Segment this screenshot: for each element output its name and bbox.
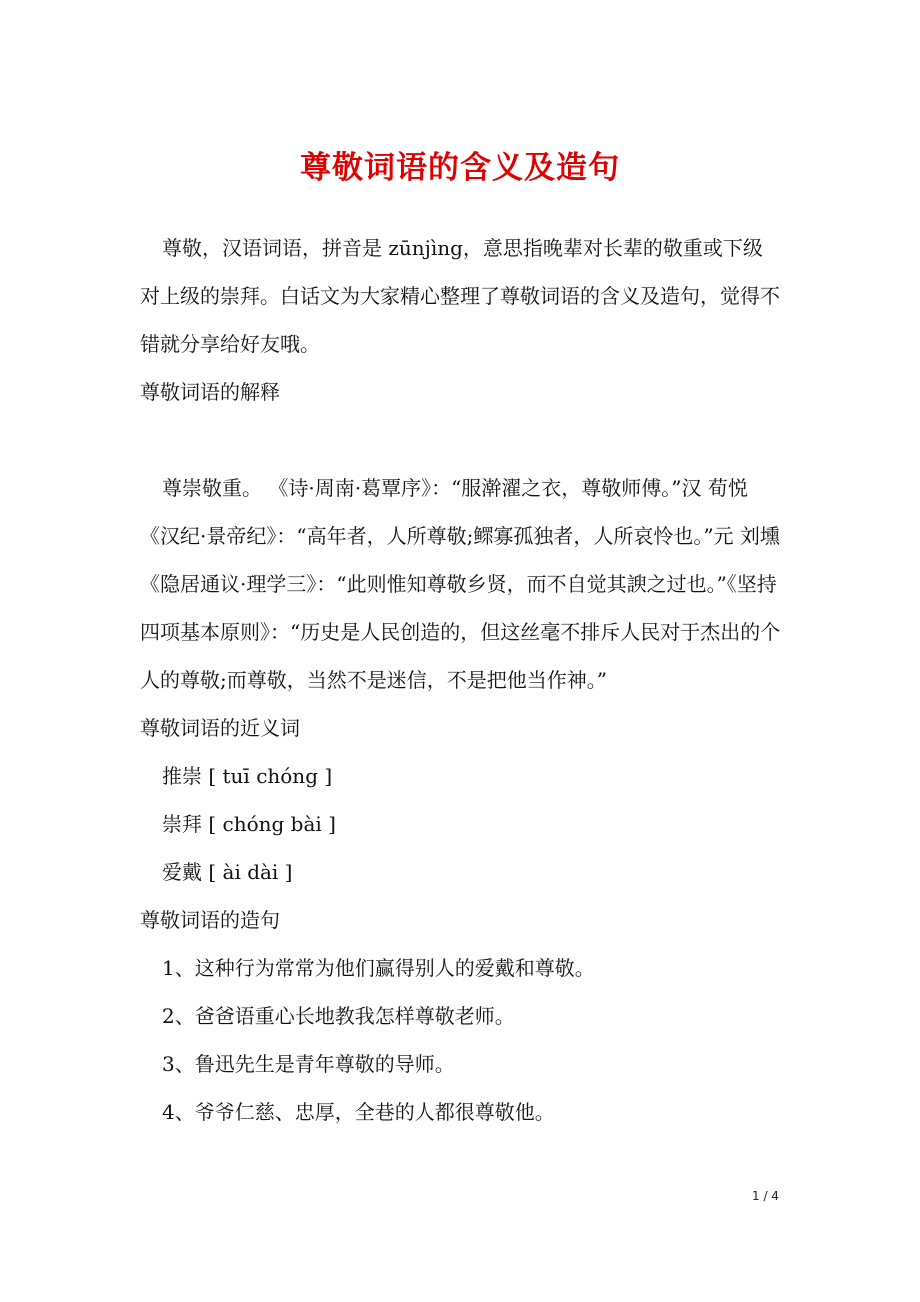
synonym-item: 爱戴 [ ài dài ] [162, 860, 293, 884]
intro-paragraph: 尊敬，汉语词语，拼音是 zūnjìng，意思指晚辈对长辈的敬重或下级对上级的崇拜。白话文为大家精心整理了尊敬词语的含义及造句，觉得不错就分享给好友哦。 [140, 236, 780, 356]
explanation-paragraph: 尊崇敬重。 《诗·周南·葛覃序》：“服澣濯之衣，尊敬师傅。”汉 荀悦 《汉纪·景帝纪》：“高年者，人所尊敬;鳏寡孤独者，人所哀怜也。”元 刘壎《隐居通议·理学三》：“此则惟知尊敬乡贤，而不自觉其諛之过也。”《坚持四项基本原则》：“历史是人民创造的，但这丝毫不排斥人民对于杰出的个人的尊敬;而尊敬，当然不是迷信，不是把他当作神。” [140, 476, 781, 692]
synonym-item: 崇拜 [ chóng bài ] [162, 812, 336, 836]
page-number: 1 / 4 [752, 1189, 779, 1203]
sentence-item: 1、这种行为常常为他们赢得别人的爱戴和尊敬。 [162, 956, 595, 980]
sentence-item: 2、爸爸语重心长地教我怎样尊敬老师。 [162, 1004, 515, 1028]
document-title: 尊敬词语的含义及造句 [300, 150, 620, 186]
section-heading-sentences: 尊敬词语的造句 [140, 908, 280, 932]
document-body [140, 224, 782, 1136]
sentence-item: 4、爷爷仁慈、忠厚，全巷的人都很尊敬他。 [162, 1100, 555, 1124]
synonym-item: 推崇 [ tuī chóng ] [162, 764, 333, 788]
section-heading-synonyms: 尊敬词语的近义词 [140, 716, 300, 740]
sentence-item: 3、鲁迅先生是青年尊敬的导师。 [162, 1052, 455, 1076]
section-heading-explanation: 尊敬词语的解释 [140, 380, 280, 404]
